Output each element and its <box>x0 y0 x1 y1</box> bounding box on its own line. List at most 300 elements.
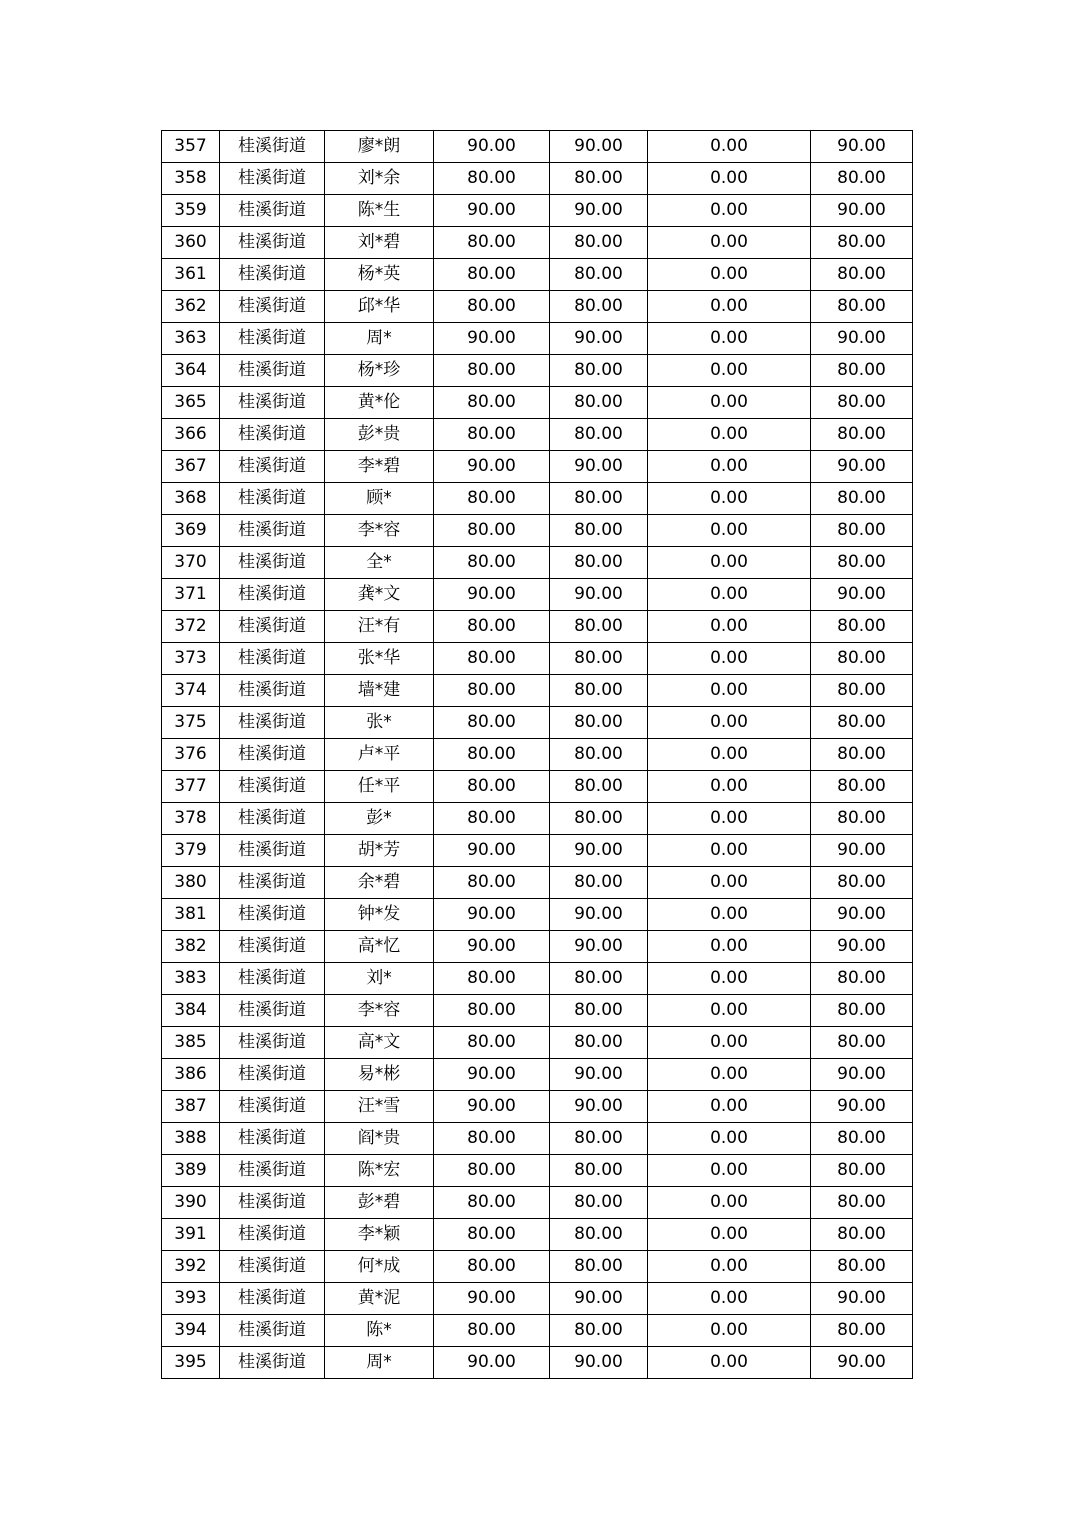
cell-number: 363 <box>162 323 220 355</box>
cell-street: 桂溪街道 <box>220 1219 325 1251</box>
cell-amount-1: 80.00 <box>434 291 550 323</box>
cell-amount-3: 0.00 <box>648 803 811 835</box>
cell-street: 桂溪街道 <box>220 547 325 579</box>
table-row <box>162 643 913 675</box>
cell-amount-1: 80.00 <box>434 739 550 771</box>
cell-amount-4: 80.00 <box>811 675 913 707</box>
cell-street: 桂溪街道 <box>220 675 325 707</box>
cell-name: 易*彬 <box>325 1059 434 1091</box>
cell-amount-3: 0.00 <box>648 963 811 995</box>
cell-name: 黄*泥 <box>325 1283 434 1315</box>
cell-amount-2: 80.00 <box>550 707 648 739</box>
cell-street: 桂溪街道 <box>220 611 325 643</box>
table-row <box>162 707 913 739</box>
cell-name: 任*平 <box>325 771 434 803</box>
cell-amount-1: 80.00 <box>434 771 550 803</box>
cell-amount-3: 0.00 <box>648 995 811 1027</box>
cell-amount-1: 80.00 <box>434 707 550 739</box>
table-row <box>162 963 913 995</box>
cell-street: 桂溪街道 <box>220 1347 325 1379</box>
cell-amount-3: 0.00 <box>648 483 811 515</box>
cell-amount-3: 0.00 <box>648 931 811 963</box>
cell-amount-3: 0.00 <box>648 1027 811 1059</box>
cell-street: 桂溪街道 <box>220 387 325 419</box>
cell-street: 桂溪街道 <box>220 1283 325 1315</box>
cell-amount-4: 80.00 <box>811 227 913 259</box>
cell-amount-4: 80.00 <box>811 771 913 803</box>
table-row <box>162 259 913 291</box>
cell-name: 黄*伦 <box>325 387 434 419</box>
cell-amount-1: 80.00 <box>434 1187 550 1219</box>
cell-amount-1: 80.00 <box>434 1155 550 1187</box>
cell-number: 364 <box>162 355 220 387</box>
cell-amount-2: 90.00 <box>550 195 648 227</box>
cell-amount-4: 80.00 <box>811 1187 913 1219</box>
cell-number: 361 <box>162 259 220 291</box>
cell-street: 桂溪街道 <box>220 1315 325 1347</box>
table-row <box>162 515 913 547</box>
cell-amount-1: 80.00 <box>434 1123 550 1155</box>
cell-street: 桂溪街道 <box>220 963 325 995</box>
table-row <box>162 387 913 419</box>
cell-amount-2: 80.00 <box>550 803 648 835</box>
cell-amount-3: 0.00 <box>648 1347 811 1379</box>
cell-amount-1: 90.00 <box>434 835 550 867</box>
cell-number: 381 <box>162 899 220 931</box>
cell-number: 372 <box>162 611 220 643</box>
cell-amount-1: 90.00 <box>434 1091 550 1123</box>
cell-amount-3: 0.00 <box>648 1091 811 1123</box>
cell-amount-4: 80.00 <box>811 163 913 195</box>
cell-number: 383 <box>162 963 220 995</box>
cell-amount-2: 80.00 <box>550 1315 648 1347</box>
table-row <box>162 1219 913 1251</box>
cell-name: 刘*余 <box>325 163 434 195</box>
cell-amount-3: 0.00 <box>648 323 811 355</box>
table-row <box>162 1027 913 1059</box>
table-row <box>162 1251 913 1283</box>
table-row <box>162 163 913 195</box>
table-row <box>162 995 913 1027</box>
cell-amount-1: 80.00 <box>434 995 550 1027</box>
cell-number: 371 <box>162 579 220 611</box>
cell-amount-2: 80.00 <box>550 867 648 899</box>
cell-street: 桂溪街道 <box>220 483 325 515</box>
cell-number: 358 <box>162 163 220 195</box>
cell-amount-1: 90.00 <box>434 1347 550 1379</box>
cell-amount-4: 90.00 <box>811 451 913 483</box>
cell-amount-3: 0.00 <box>648 355 811 387</box>
table-row <box>162 451 913 483</box>
cell-name: 李*容 <box>325 515 434 547</box>
table-row <box>162 323 913 355</box>
cell-name: 张*华 <box>325 643 434 675</box>
cell-amount-4: 90.00 <box>811 931 913 963</box>
cell-amount-4: 90.00 <box>811 195 913 227</box>
cell-amount-4: 80.00 <box>811 515 913 547</box>
cell-amount-1: 90.00 <box>434 899 550 931</box>
cell-amount-1: 80.00 <box>434 675 550 707</box>
cell-name: 李*碧 <box>325 451 434 483</box>
cell-name: 周* <box>325 323 434 355</box>
cell-amount-2: 80.00 <box>550 483 648 515</box>
cell-amount-1: 80.00 <box>434 611 550 643</box>
cell-amount-2: 80.00 <box>550 1027 648 1059</box>
cell-amount-2: 90.00 <box>550 1347 648 1379</box>
cell-number: 387 <box>162 1091 220 1123</box>
cell-amount-1: 80.00 <box>434 227 550 259</box>
cell-amount-4: 80.00 <box>811 1251 913 1283</box>
cell-number: 390 <box>162 1187 220 1219</box>
cell-amount-3: 0.00 <box>648 1123 811 1155</box>
cell-street: 桂溪街道 <box>220 931 325 963</box>
cell-amount-4: 80.00 <box>811 419 913 451</box>
cell-name: 张* <box>325 707 434 739</box>
cell-street: 桂溪街道 <box>220 867 325 899</box>
cell-amount-4: 80.00 <box>811 1315 913 1347</box>
cell-amount-3: 0.00 <box>648 643 811 675</box>
cell-street: 桂溪街道 <box>220 259 325 291</box>
cell-amount-2: 80.00 <box>550 291 648 323</box>
cell-name: 陈* <box>325 1315 434 1347</box>
cell-street: 桂溪街道 <box>220 451 325 483</box>
cell-amount-2: 90.00 <box>550 835 648 867</box>
cell-street: 桂溪街道 <box>220 803 325 835</box>
cell-amount-1: 80.00 <box>434 643 550 675</box>
cell-amount-2: 80.00 <box>550 1155 648 1187</box>
cell-name: 李*容 <box>325 995 434 1027</box>
cell-number: 369 <box>162 515 220 547</box>
cell-amount-4: 80.00 <box>811 291 913 323</box>
cell-amount-3: 0.00 <box>648 131 811 163</box>
cell-amount-2: 80.00 <box>550 355 648 387</box>
table-row <box>162 1155 913 1187</box>
cell-amount-2: 90.00 <box>550 899 648 931</box>
table-row <box>162 1283 913 1315</box>
cell-amount-3: 0.00 <box>648 1251 811 1283</box>
cell-amount-2: 80.00 <box>550 675 648 707</box>
cell-number: 357 <box>162 131 220 163</box>
cell-number: 386 <box>162 1059 220 1091</box>
cell-amount-2: 90.00 <box>550 323 648 355</box>
cell-street: 桂溪街道 <box>220 1123 325 1155</box>
cell-name: 刘* <box>325 963 434 995</box>
cell-amount-1: 90.00 <box>434 1283 550 1315</box>
cell-amount-4: 80.00 <box>811 1123 913 1155</box>
cell-name: 顾* <box>325 483 434 515</box>
cell-street: 桂溪街道 <box>220 1187 325 1219</box>
cell-amount-4: 80.00 <box>811 803 913 835</box>
table-row <box>162 419 913 451</box>
cell-street: 桂溪街道 <box>220 163 325 195</box>
cell-amount-4: 80.00 <box>811 355 913 387</box>
cell-street: 桂溪街道 <box>220 1251 325 1283</box>
table-row <box>162 547 913 579</box>
cell-amount-2: 80.00 <box>550 1251 648 1283</box>
cell-amount-4: 80.00 <box>811 867 913 899</box>
cell-name: 彭*贵 <box>325 419 434 451</box>
cell-number: 380 <box>162 867 220 899</box>
cell-amount-2: 90.00 <box>550 931 648 963</box>
cell-number: 382 <box>162 931 220 963</box>
cell-name: 高*文 <box>325 1027 434 1059</box>
cell-street: 桂溪街道 <box>220 355 325 387</box>
cell-amount-4: 80.00 <box>811 707 913 739</box>
cell-name: 墙*建 <box>325 675 434 707</box>
cell-amount-2: 90.00 <box>550 451 648 483</box>
cell-number: 392 <box>162 1251 220 1283</box>
cell-amount-2: 80.00 <box>550 771 648 803</box>
cell-amount-4: 80.00 <box>811 611 913 643</box>
table-row <box>162 227 913 259</box>
cell-name: 汪*有 <box>325 611 434 643</box>
cell-amount-4: 90.00 <box>811 1347 913 1379</box>
cell-amount-2: 80.00 <box>550 1187 648 1219</box>
cell-amount-3: 0.00 <box>648 611 811 643</box>
cell-street: 桂溪街道 <box>220 739 325 771</box>
cell-street: 桂溪街道 <box>220 899 325 931</box>
cell-amount-1: 90.00 <box>434 451 550 483</box>
cell-amount-4: 80.00 <box>811 1155 913 1187</box>
cell-street: 桂溪街道 <box>220 579 325 611</box>
cell-amount-2: 90.00 <box>550 131 648 163</box>
cell-amount-3: 0.00 <box>648 1283 811 1315</box>
cell-amount-3: 0.00 <box>648 515 811 547</box>
table-row <box>162 931 913 963</box>
cell-name: 胡*芳 <box>325 835 434 867</box>
cell-name: 周* <box>325 1347 434 1379</box>
cell-number: 375 <box>162 707 220 739</box>
cell-amount-4: 90.00 <box>811 835 913 867</box>
cell-amount-1: 80.00 <box>434 867 550 899</box>
cell-amount-3: 0.00 <box>648 867 811 899</box>
cell-amount-3: 0.00 <box>648 675 811 707</box>
cell-amount-3: 0.00 <box>648 291 811 323</box>
table-row <box>162 771 913 803</box>
cell-street: 桂溪街道 <box>220 195 325 227</box>
cell-amount-2: 90.00 <box>550 1059 648 1091</box>
cell-amount-2: 80.00 <box>550 259 648 291</box>
cell-amount-3: 0.00 <box>648 1315 811 1347</box>
cell-amount-3: 0.00 <box>648 1155 811 1187</box>
table-row <box>162 739 913 771</box>
cell-number: 389 <box>162 1155 220 1187</box>
cell-street: 桂溪街道 <box>220 291 325 323</box>
cell-amount-2: 80.00 <box>550 643 648 675</box>
cell-name: 杨*珍 <box>325 355 434 387</box>
cell-number: 365 <box>162 387 220 419</box>
cell-amount-3: 0.00 <box>648 579 811 611</box>
cell-number: 374 <box>162 675 220 707</box>
cell-number: 359 <box>162 195 220 227</box>
cell-amount-1: 90.00 <box>434 323 550 355</box>
cell-amount-3: 0.00 <box>648 835 811 867</box>
cell-number: 395 <box>162 1347 220 1379</box>
cell-amount-2: 80.00 <box>550 163 648 195</box>
cell-amount-4: 90.00 <box>811 579 913 611</box>
cell-street: 桂溪街道 <box>220 323 325 355</box>
cell-number: 373 <box>162 643 220 675</box>
cell-amount-4: 90.00 <box>811 323 913 355</box>
cell-amount-1: 80.00 <box>434 803 550 835</box>
cell-number: 378 <box>162 803 220 835</box>
cell-amount-1: 80.00 <box>434 1027 550 1059</box>
cell-amount-4: 80.00 <box>811 739 913 771</box>
cell-number: 368 <box>162 483 220 515</box>
cell-amount-3: 0.00 <box>648 387 811 419</box>
cell-amount-2: 80.00 <box>550 1123 648 1155</box>
cell-name: 陈*宏 <box>325 1155 434 1187</box>
cell-street: 桂溪街道 <box>220 643 325 675</box>
cell-amount-3: 0.00 <box>648 547 811 579</box>
cell-amount-4: 90.00 <box>811 1283 913 1315</box>
cell-amount-4: 80.00 <box>811 1219 913 1251</box>
cell-street: 桂溪街道 <box>220 515 325 547</box>
cell-street: 桂溪街道 <box>220 707 325 739</box>
cell-number: 394 <box>162 1315 220 1347</box>
cell-amount-1: 80.00 <box>434 259 550 291</box>
cell-amount-1: 80.00 <box>434 419 550 451</box>
cell-street: 桂溪街道 <box>220 1091 325 1123</box>
table-row <box>162 291 913 323</box>
cell-number: 391 <box>162 1219 220 1251</box>
table-row <box>162 1091 913 1123</box>
table-row <box>162 899 913 931</box>
cell-amount-3: 0.00 <box>648 1187 811 1219</box>
cell-name: 卢*平 <box>325 739 434 771</box>
cell-number: 385 <box>162 1027 220 1059</box>
table-row <box>162 835 913 867</box>
cell-name: 杨*英 <box>325 259 434 291</box>
cell-amount-2: 90.00 <box>550 1091 648 1123</box>
cell-number: 379 <box>162 835 220 867</box>
cell-number: 377 <box>162 771 220 803</box>
cell-amount-4: 80.00 <box>811 547 913 579</box>
cell-amount-1: 80.00 <box>434 483 550 515</box>
cell-amount-4: 80.00 <box>811 963 913 995</box>
cell-name: 陈*生 <box>325 195 434 227</box>
table-row <box>162 131 913 163</box>
cell-amount-3: 0.00 <box>648 1219 811 1251</box>
cell-number: 362 <box>162 291 220 323</box>
table-row <box>162 803 913 835</box>
cell-street: 桂溪街道 <box>220 995 325 1027</box>
cell-amount-2: 80.00 <box>550 227 648 259</box>
table-row <box>162 195 913 227</box>
cell-name: 汪*雪 <box>325 1091 434 1123</box>
cell-amount-2: 80.00 <box>550 515 648 547</box>
cell-amount-3: 0.00 <box>648 259 811 291</box>
data-table <box>161 130 913 1379</box>
table-row <box>162 1059 913 1091</box>
cell-amount-1: 90.00 <box>434 579 550 611</box>
cell-name: 全* <box>325 547 434 579</box>
cell-name: 李*颖 <box>325 1219 434 1251</box>
cell-amount-3: 0.00 <box>648 899 811 931</box>
cell-name: 彭* <box>325 803 434 835</box>
cell-name: 阎*贵 <box>325 1123 434 1155</box>
cell-amount-3: 0.00 <box>648 739 811 771</box>
cell-amount-1: 90.00 <box>434 1059 550 1091</box>
cell-amount-1: 80.00 <box>434 1219 550 1251</box>
table-row <box>162 611 913 643</box>
cell-amount-1: 80.00 <box>434 355 550 387</box>
cell-amount-1: 90.00 <box>434 931 550 963</box>
cell-number: 376 <box>162 739 220 771</box>
cell-street: 桂溪街道 <box>220 835 325 867</box>
cell-street: 桂溪街道 <box>220 1155 325 1187</box>
cell-amount-1: 80.00 <box>434 387 550 419</box>
cell-amount-3: 0.00 <box>648 227 811 259</box>
cell-street: 桂溪街道 <box>220 227 325 259</box>
cell-amount-1: 80.00 <box>434 1251 550 1283</box>
cell-name: 刘*碧 <box>325 227 434 259</box>
table-row <box>162 1187 913 1219</box>
cell-street: 桂溪街道 <box>220 771 325 803</box>
cell-name: 高*忆 <box>325 931 434 963</box>
cell-name: 余*碧 <box>325 867 434 899</box>
cell-amount-3: 0.00 <box>648 771 811 803</box>
cell-amount-2: 80.00 <box>550 419 648 451</box>
cell-street: 桂溪街道 <box>220 1059 325 1091</box>
cell-street: 桂溪街道 <box>220 419 325 451</box>
cell-amount-4: 80.00 <box>811 483 913 515</box>
cell-number: 360 <box>162 227 220 259</box>
cell-amount-2: 80.00 <box>550 995 648 1027</box>
table-body <box>162 131 913 1379</box>
cell-street: 桂溪街道 <box>220 131 325 163</box>
table-row <box>162 867 913 899</box>
cell-amount-4: 80.00 <box>811 387 913 419</box>
table-row <box>162 355 913 387</box>
table-row <box>162 675 913 707</box>
cell-amount-2: 80.00 <box>550 611 648 643</box>
cell-amount-1: 80.00 <box>434 1315 550 1347</box>
cell-name: 钟*发 <box>325 899 434 931</box>
table-row <box>162 579 913 611</box>
cell-amount-4: 80.00 <box>811 995 913 1027</box>
cell-amount-4: 90.00 <box>811 899 913 931</box>
cell-name: 邱*华 <box>325 291 434 323</box>
cell-amount-4: 80.00 <box>811 259 913 291</box>
table-row <box>162 1123 913 1155</box>
cell-street: 桂溪街道 <box>220 1027 325 1059</box>
cell-amount-2: 90.00 <box>550 1283 648 1315</box>
cell-amount-3: 0.00 <box>648 419 811 451</box>
cell-name: 廖*朗 <box>325 131 434 163</box>
table-row <box>162 483 913 515</box>
cell-name: 何*成 <box>325 1251 434 1283</box>
cell-name: 龚*文 <box>325 579 434 611</box>
cell-amount-2: 80.00 <box>550 739 648 771</box>
cell-amount-1: 90.00 <box>434 195 550 227</box>
cell-amount-4: 90.00 <box>811 1059 913 1091</box>
cell-number: 388 <box>162 1123 220 1155</box>
cell-amount-1: 80.00 <box>434 963 550 995</box>
cell-amount-2: 80.00 <box>550 547 648 579</box>
cell-amount-3: 0.00 <box>648 1059 811 1091</box>
cell-amount-3: 0.00 <box>648 707 811 739</box>
cell-amount-2: 80.00 <box>550 963 648 995</box>
table-row <box>162 1315 913 1347</box>
cell-number: 370 <box>162 547 220 579</box>
cell-amount-2: 90.00 <box>550 579 648 611</box>
cell-number: 367 <box>162 451 220 483</box>
cell-amount-3: 0.00 <box>648 451 811 483</box>
cell-amount-4: 90.00 <box>811 1091 913 1123</box>
cell-number: 393 <box>162 1283 220 1315</box>
cell-amount-1: 80.00 <box>434 163 550 195</box>
